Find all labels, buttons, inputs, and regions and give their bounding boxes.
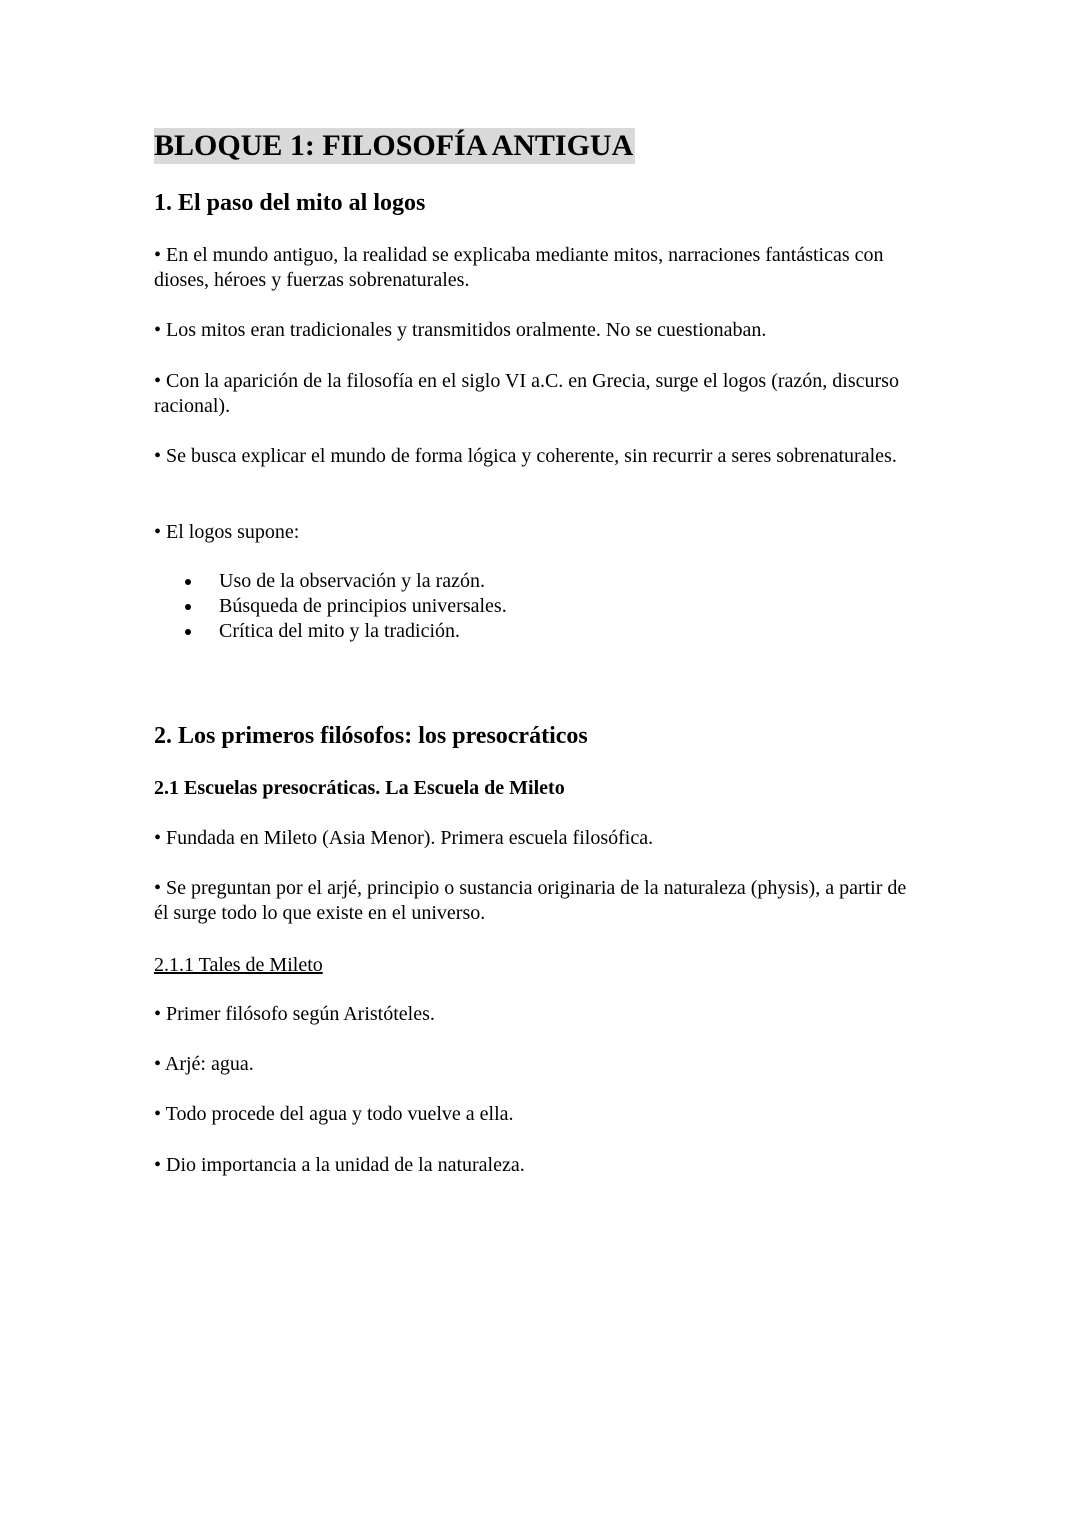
- paragraph: • Arjé: agua.: [154, 1053, 254, 1075]
- bullet-icon: [185, 579, 191, 585]
- bullet-icon: [185, 629, 191, 635]
- section-2-1-heading: 2.1 Escuelas presocráticas. La Escuela de Mileto: [154, 777, 565, 799]
- paragraph: • Con la aparición de la filosofía en el siglo VI a.C. en Grecia, surge el logos (razón, discurso racional).: [154, 370, 899, 417]
- paragraph: • Todo procede del agua y todo vuelve a ella.: [154, 1103, 514, 1125]
- paragraph: • El logos supone:: [154, 521, 300, 543]
- paragraph: • Dio importancia a la unidad de la naturaleza.: [154, 1154, 525, 1176]
- list-item-text: Crítica del mito y la tradición.: [219, 620, 461, 642]
- list-item-text: Búsqueda de principios universales.: [219, 595, 507, 617]
- list-item: [154, 619, 507, 644]
- list-item: [154, 569, 507, 594]
- paragraph: • Fundada en Mileto (Asia Menor). Primera escuela filosófica.: [154, 827, 654, 849]
- list-item: [154, 594, 507, 619]
- bullet-icon: [185, 604, 191, 610]
- paragraph: • Se busca explicar el mundo de forma lógica y coherente, sin recurrir a seres sobrenaturales.: [154, 445, 897, 467]
- paragraph: • En el mundo antiguo, la realidad se explicaba mediante mitos, narraciones fantásticas con dioses, héroes y fuerzas sobrenaturales.: [154, 244, 884, 291]
- section-2-1-1-heading: 2.1.1 Tales de Mileto: [154, 954, 323, 976]
- section-2-heading: 2. Los primeros filósofos: los presocráticos: [154, 723, 588, 749]
- list-item-text: Uso de la observación y la razón.: [219, 570, 486, 592]
- paragraph: • Los mitos eran tradicionales y transmitidos oralmente. No se cuestionaban.: [154, 319, 767, 341]
- paragraph: • Primer filósofo según Aristóteles.: [154, 1003, 435, 1025]
- block-title: BLOQUE 1: FILOSOFÍA ANTIGUA: [154, 129, 634, 162]
- section-1-heading: 1. El paso del mito al logos: [154, 190, 426, 216]
- logos-list: [154, 569, 507, 644]
- paragraph: • Se preguntan por el arjé, principio o sustancia originaria de la naturaleza (physis), a partir de él surge todo lo que existe en el universo.: [154, 877, 907, 924]
